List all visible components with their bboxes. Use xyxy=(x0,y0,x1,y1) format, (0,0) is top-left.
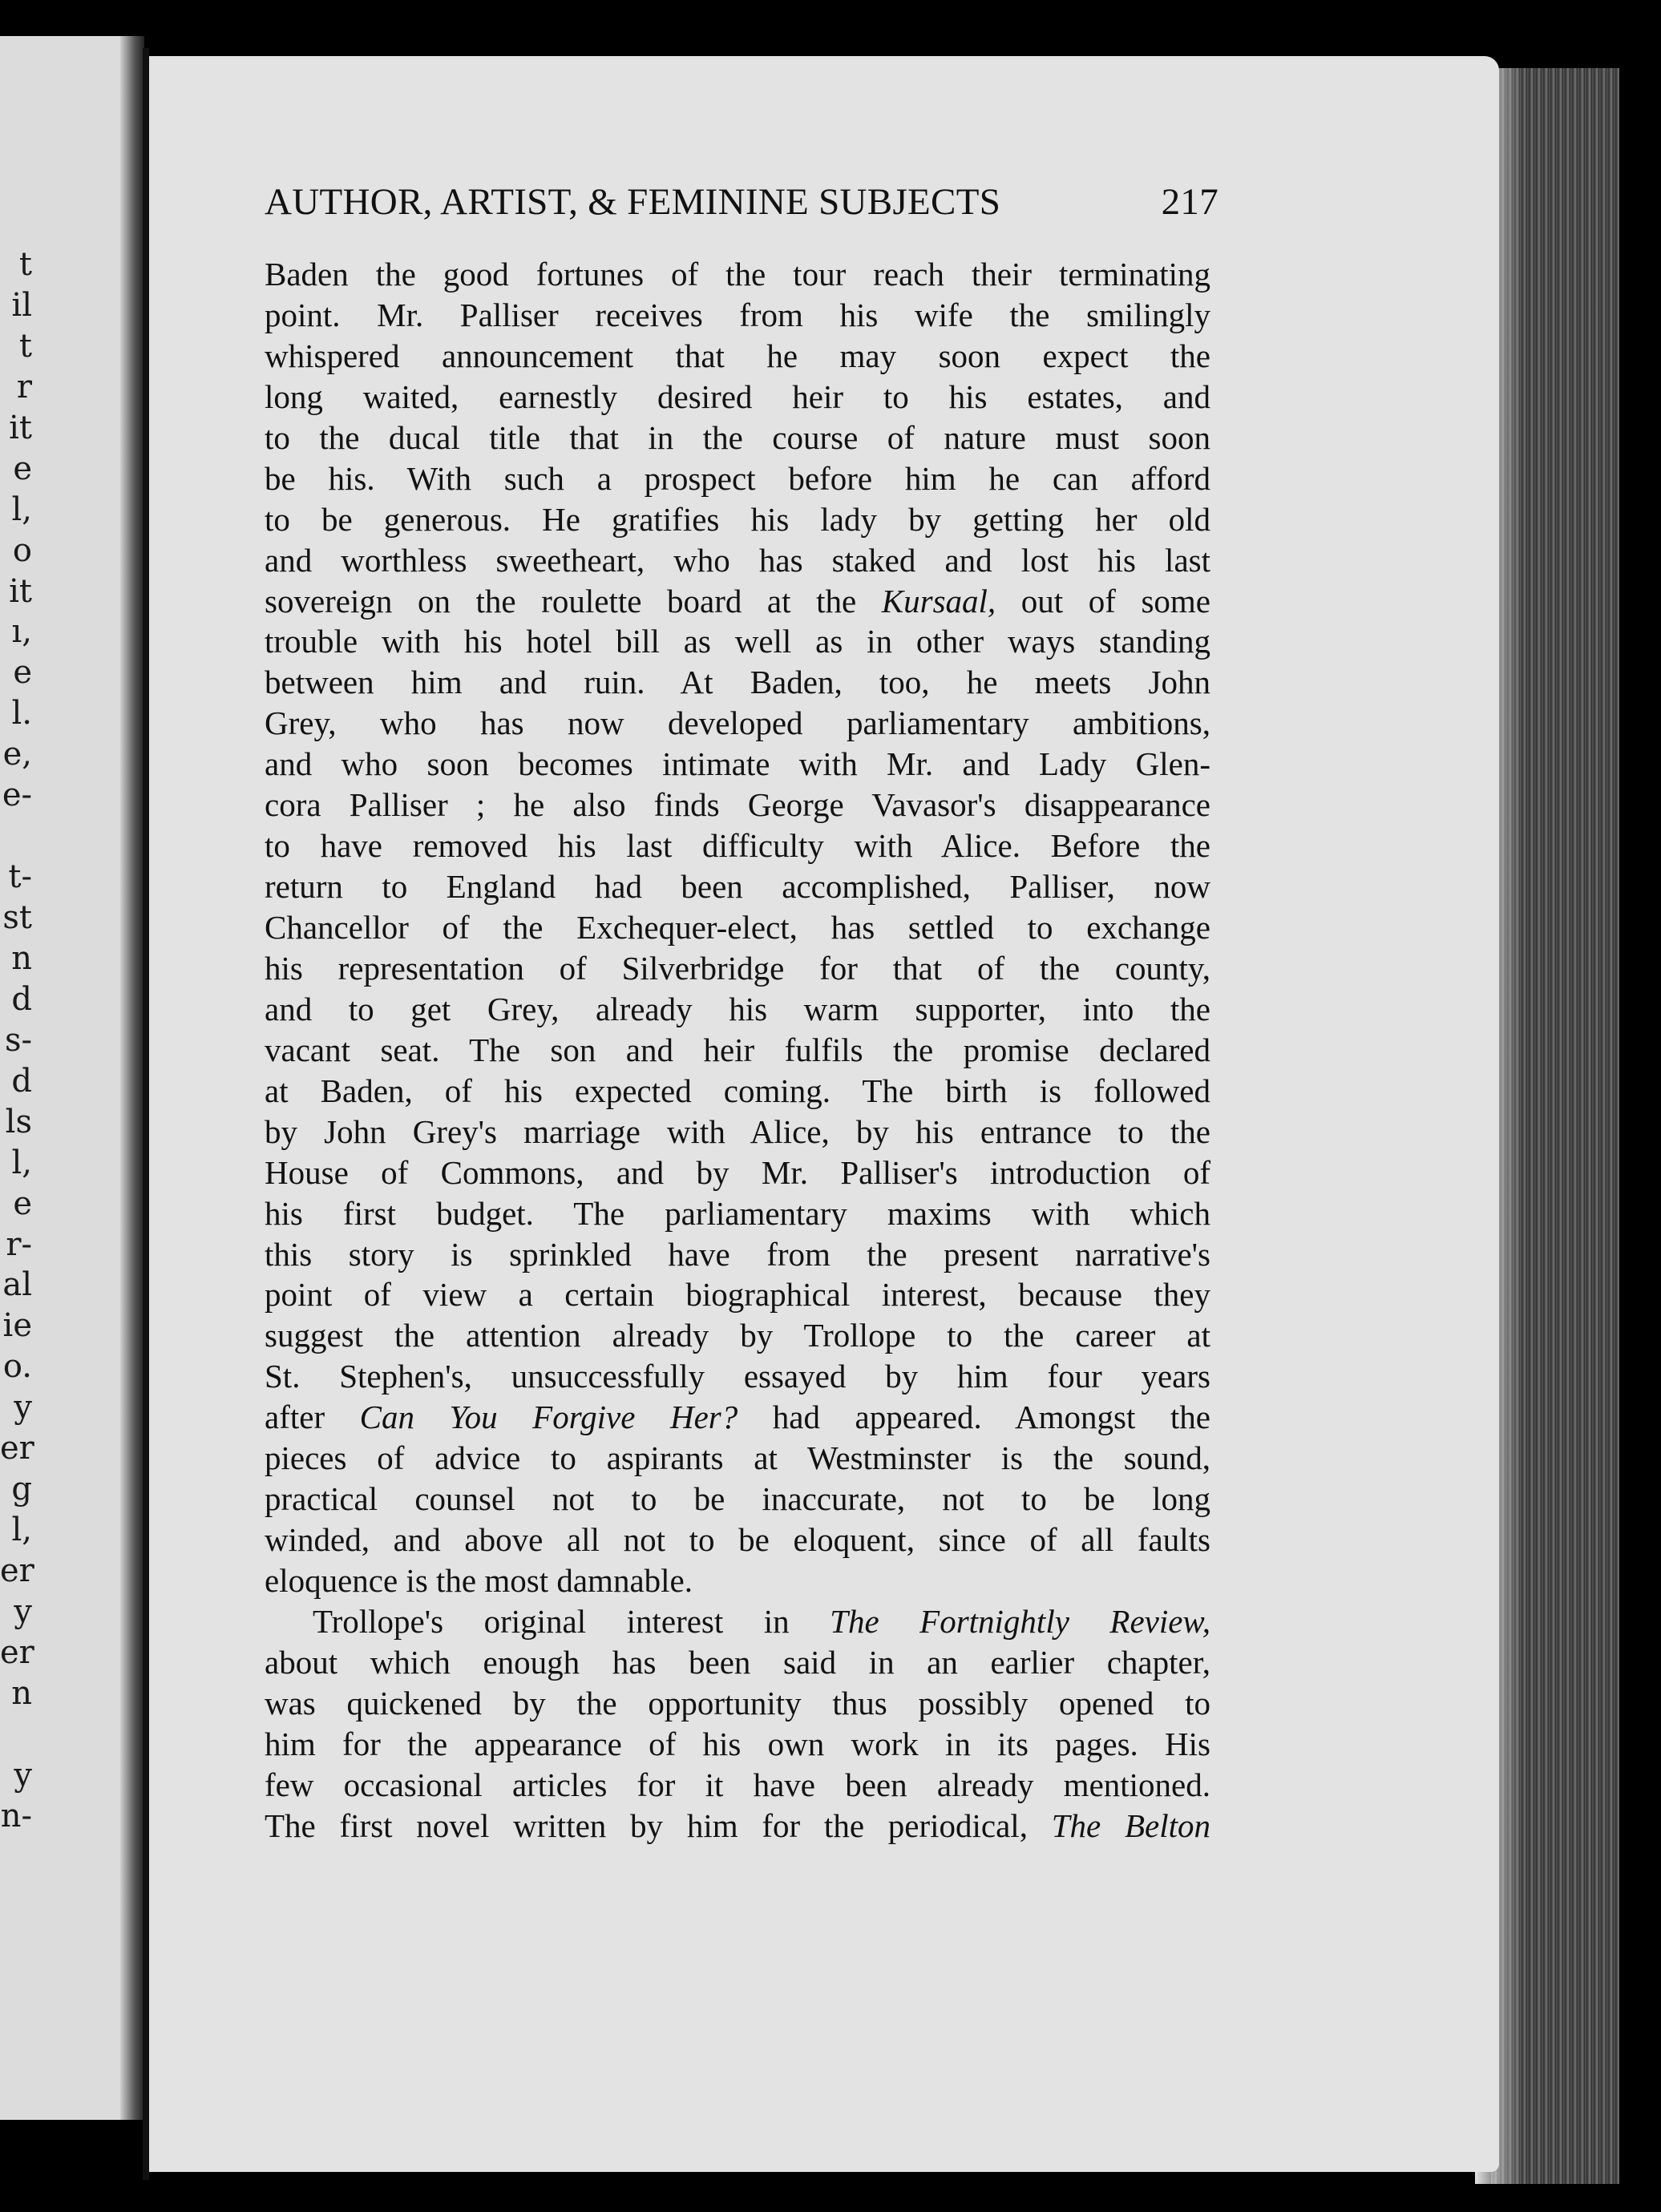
left-fragment: t xyxy=(18,246,32,283)
text-segment: point of view a certain biographical interest, because they xyxy=(265,1276,1210,1314)
text-line xyxy=(265,785,1210,825)
body-text xyxy=(265,254,1210,1847)
text-line xyxy=(265,1152,1210,1193)
text-segment: to be generous. He gratifies his lady by getting her old xyxy=(265,500,1210,538)
text-line xyxy=(265,1356,1210,1397)
left-fragment: y xyxy=(14,1389,32,1427)
text-line xyxy=(265,1601,1210,1642)
left-fragment xyxy=(0,1714,32,1755)
left-fragment: o xyxy=(12,531,32,569)
text-line xyxy=(265,825,1210,866)
text-segment: House of Commons, and by Mr. Palliser's introduction of xyxy=(265,1153,1210,1191)
left-fragment: e- xyxy=(2,777,32,814)
left-fragment: al xyxy=(2,1266,32,1304)
left-fragment: n- xyxy=(0,1797,32,1835)
text-segment: Chancellor of the Exchequer-elect, has settled to exchange xyxy=(265,909,1210,946)
text-line xyxy=(265,948,1210,989)
text-line xyxy=(265,1071,1210,1112)
text-segment: Baden the good fortunes of the tour reach their terminating xyxy=(265,256,1210,293)
left-page-text-fragments xyxy=(0,244,32,1837)
text-segment: at Baden, of his expected coming. The birth is followed xyxy=(265,1072,1210,1109)
text-line xyxy=(265,989,1210,1030)
text-line xyxy=(265,1642,1210,1683)
left-fragment: g xyxy=(11,1471,32,1508)
text-line xyxy=(265,254,1210,295)
text-segment: his first budget. The parliamentary maxims with which xyxy=(265,1194,1210,1232)
left-fragment: e xyxy=(13,1185,32,1222)
left-fragment: l. xyxy=(11,695,32,733)
text-segment: few occasional articles for it have been already mentioned. xyxy=(265,1766,1210,1803)
text-segment: practical counsel not to be inaccurate, not to be long xyxy=(265,1480,1210,1518)
text-line xyxy=(265,418,1210,458)
left-fragment: r- xyxy=(6,1225,32,1263)
running-title: AUTHOR, ARTIST, & FEMININE SUBJECTS xyxy=(265,181,1001,223)
text-line xyxy=(265,744,1210,785)
left-fragment: er xyxy=(0,1633,34,1671)
text-line xyxy=(265,1397,1210,1438)
left-fragment: it xyxy=(9,572,32,610)
page-number: 217 xyxy=(1161,181,1218,223)
text-line xyxy=(265,907,1210,948)
text-segment: his representation of Silverbridge for that of the county, xyxy=(265,949,1210,987)
text-line xyxy=(265,1520,1210,1560)
left-fragment: t xyxy=(18,327,32,365)
text-line xyxy=(265,621,1210,662)
text-segment: whispered announcement that he may soon expect the xyxy=(265,337,1210,374)
left-fragment xyxy=(0,816,32,857)
left-fragment: ı, xyxy=(11,613,32,651)
left-fragment: ie xyxy=(2,1307,32,1345)
text-line xyxy=(265,336,1210,377)
text-segment: eloquence is the most damnable. xyxy=(265,1562,693,1599)
left-fragment: ls xyxy=(5,1103,32,1140)
left-fragment: er xyxy=(0,1430,34,1467)
text-segment: about which enough has been said in an earlier chapter, xyxy=(265,1643,1210,1681)
text-line xyxy=(265,1806,1210,1847)
text-segment: after xyxy=(265,1399,360,1436)
text-line xyxy=(265,1479,1210,1520)
text-segment: this story is sprinkled have from the present narrative's xyxy=(265,1235,1210,1273)
italic-title: Kursaal, xyxy=(881,582,996,620)
text-line xyxy=(265,1234,1210,1275)
left-fragment: n xyxy=(11,939,32,977)
italic-title: The Belton xyxy=(1051,1806,1211,1844)
text-line xyxy=(265,662,1210,703)
text-segment: Grey, who has now developed parliamentary ambitions, xyxy=(265,704,1210,742)
text-segment: to the ducal title that in the course of nature must soon xyxy=(265,418,1210,456)
left-fragment: e, xyxy=(2,736,32,773)
text-line xyxy=(265,499,1210,540)
left-fragment: d xyxy=(11,1062,32,1100)
text-line xyxy=(265,1560,1210,1601)
text-line xyxy=(265,1315,1210,1356)
left-fragment: e xyxy=(13,654,32,692)
text-segment: pieces of advice to aspirants at Westminster is the sound, xyxy=(265,1439,1210,1477)
text-segment: return to England had been accomplished, Palliser, now xyxy=(265,868,1210,906)
text-line xyxy=(265,866,1210,907)
text-line xyxy=(265,1274,1210,1315)
text-line xyxy=(265,1438,1210,1479)
italic-title: The Fortnightly Review, xyxy=(830,1602,1210,1640)
text-line xyxy=(265,1112,1210,1152)
text-segment: be his. With such a prospect before him he can afford xyxy=(265,459,1210,497)
text-segment: had appeared. Amongst the xyxy=(738,1399,1211,1436)
text-line xyxy=(265,581,1210,622)
left-fragment: d xyxy=(11,980,32,1018)
left-fragment: il xyxy=(11,286,32,324)
text-segment: point. Mr. Palliser receives from his wife the smilingly xyxy=(265,296,1210,333)
text-line xyxy=(265,1193,1210,1234)
text-segment: suggest the attention already by Trollope to the career at xyxy=(265,1317,1210,1354)
text-segment: St. Stephen's, unsuccessfully essayed by him four years xyxy=(265,1358,1210,1395)
running-header xyxy=(265,180,1218,224)
text-segment: was quickened by the opportunity thus possibly opened to xyxy=(265,1684,1210,1722)
text-segment: long waited, earnestly desired heir to his estates, and xyxy=(265,377,1210,415)
text-segment: The first novel written by him for the periodical, xyxy=(265,1806,1052,1844)
gutter-line xyxy=(143,48,149,2180)
text-segment: cora Palliser ; he also finds George Vavasor's disappearance xyxy=(265,786,1210,824)
text-line xyxy=(265,1030,1210,1071)
text-segment: and worthless sweetheart, who has staked and lost his last xyxy=(265,541,1210,579)
left-fragment: st xyxy=(2,899,32,936)
text-line xyxy=(265,295,1210,336)
left-fragment: er xyxy=(0,1552,34,1589)
text-segment: Trollope's original interest in xyxy=(313,1602,830,1640)
left-fragment: y xyxy=(14,1756,32,1794)
text-segment: and to get Grey, already his warm supporter, into the xyxy=(265,990,1210,1027)
left-fragment: r xyxy=(16,368,32,406)
left-fragment: l, xyxy=(11,1512,32,1549)
text-line xyxy=(265,377,1210,418)
text-segment: out of some xyxy=(996,582,1210,620)
left-fragment: y xyxy=(14,1592,32,1630)
text-segment: to have removed his last difficulty with Alice. Before the xyxy=(265,827,1210,865)
text-line xyxy=(265,540,1210,581)
text-segment: sovereign on the roulette board at the xyxy=(265,582,882,620)
left-page-gutter-shadow xyxy=(120,36,144,2120)
text-line xyxy=(265,1683,1210,1724)
text-line xyxy=(265,1724,1210,1765)
left-fragment: l, xyxy=(11,490,32,528)
left-fragment: o. xyxy=(2,1348,32,1386)
left-fragment: it xyxy=(9,409,32,446)
page-edge-fade xyxy=(1475,68,1523,2184)
text-segment: trouble with his hotel bill as well as in other ways standing xyxy=(265,623,1210,660)
left-fragment: l, xyxy=(11,1144,32,1181)
left-fragment: s- xyxy=(4,1021,32,1059)
left-fragment: e xyxy=(13,450,32,487)
text-segment: between him and ruin. At Baden, too, he meets John xyxy=(265,664,1210,701)
text-line xyxy=(265,1765,1210,1806)
italic-title: Can You Forgive Her? xyxy=(359,1399,738,1436)
left-fragment: t- xyxy=(8,858,32,896)
text-segment: and who soon becomes intimate with Mr. and Lady Glen- xyxy=(265,745,1210,783)
text-segment: vacant seat. The son and heir fulfils the promise declared xyxy=(265,1031,1210,1068)
text-line xyxy=(265,458,1210,499)
text-segment: winded, and above all not to be eloquent, since of all faults xyxy=(265,1521,1210,1559)
text-segment: by John Grey's marriage with Alice, by his entrance to the xyxy=(265,1112,1210,1150)
left-fragment: n xyxy=(11,1674,32,1712)
text-segment: him for the appearance of his own work in its pages. His xyxy=(265,1725,1210,1762)
text-line xyxy=(265,703,1210,744)
